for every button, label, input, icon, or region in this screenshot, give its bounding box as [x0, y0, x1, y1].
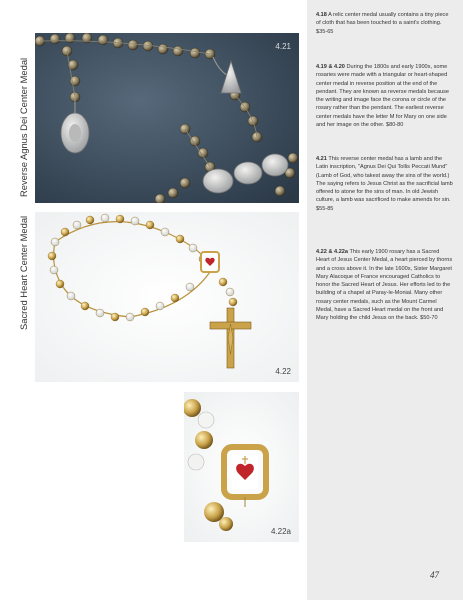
figure-number-4-21: 4.21: [275, 42, 291, 51]
agnus-dei-rosary-image: [35, 33, 299, 203]
side-label-sacred-heart-text: Sacred Heart Center Medal: [18, 215, 29, 330]
side-label-agnus-dei-text: Reverse Agnus Dei Center Medal: [18, 57, 29, 197]
photo-4-21: [35, 33, 299, 203]
caption-4-21-number: 4.21: [316, 156, 327, 162]
caption-4-21-text: This reverse center medal has a lamb and the Latin inscription, "Agnus Dei Qui Tollis Peccati Mund" (Lamb of God, who takest away the sins of the world.) The saying refers to Jesus Christ as the sacrificial lamb offered to atone for the sins of man. In old Jewish culture, a lamb was sacrificed to make amends for sin. $55-85: [316, 156, 453, 212]
caption-4-18-number: 4.18: [316, 12, 327, 18]
caption-4-22: [316, 248, 454, 323]
photo-4-22: [35, 212, 299, 382]
caption-4-18: [316, 11, 454, 36]
caption-4-18-text: A relic center medal usually contains a tiny piece of cloth that has been touched to a saint's clothing. $35-65: [316, 12, 449, 35]
sacred-heart-medal-closeup-image: [184, 392, 299, 542]
sacred-heart-rosary-image: [35, 212, 299, 382]
caption-4-19-4-20: [316, 63, 454, 129]
caption-4-22-number: 4.22 & 4.22a: [316, 249, 349, 255]
figure-number-4-22: 4.22: [275, 367, 291, 376]
caption-4-22-text: This early 1900 rosary has a Sacred Heart of Jesus Center Medal, a heart pierced by thorns and a cross above it. In the late 1600s, Sister Margaret Mary Alacoque of France encouraged Catholics to honor the Sacred Heart of Jesus. Her efforts led to the building of a chapel at Paray-le-Monial. Many other rosary center medals, such as the Mount Carmel Medal, have a Sacred Heart medal on the front and Mary holding the child Jesus on the back. $50-70: [316, 249, 453, 322]
page-number: 47: [430, 570, 439, 580]
caption-4-19-4-20-text: During the 1800s and early 1900s, some rosaries were made with a triangular or heart-shaped center medal in reverse position at the end of the pendant. They are known as reverse medals because the writing and image face the corona or circle of the rosary rather than the pendant. The earliest reverse center medals have the letter M for Mary on one side and her image on the other. $80-80: [316, 64, 449, 129]
caption-4-21: [316, 155, 454, 213]
caption-4-19-4-20-number: 4.19 & 4.20: [316, 64, 345, 70]
photo-4-22a: [184, 392, 299, 542]
figure-number-4-22a: 4.22a: [270, 527, 291, 536]
